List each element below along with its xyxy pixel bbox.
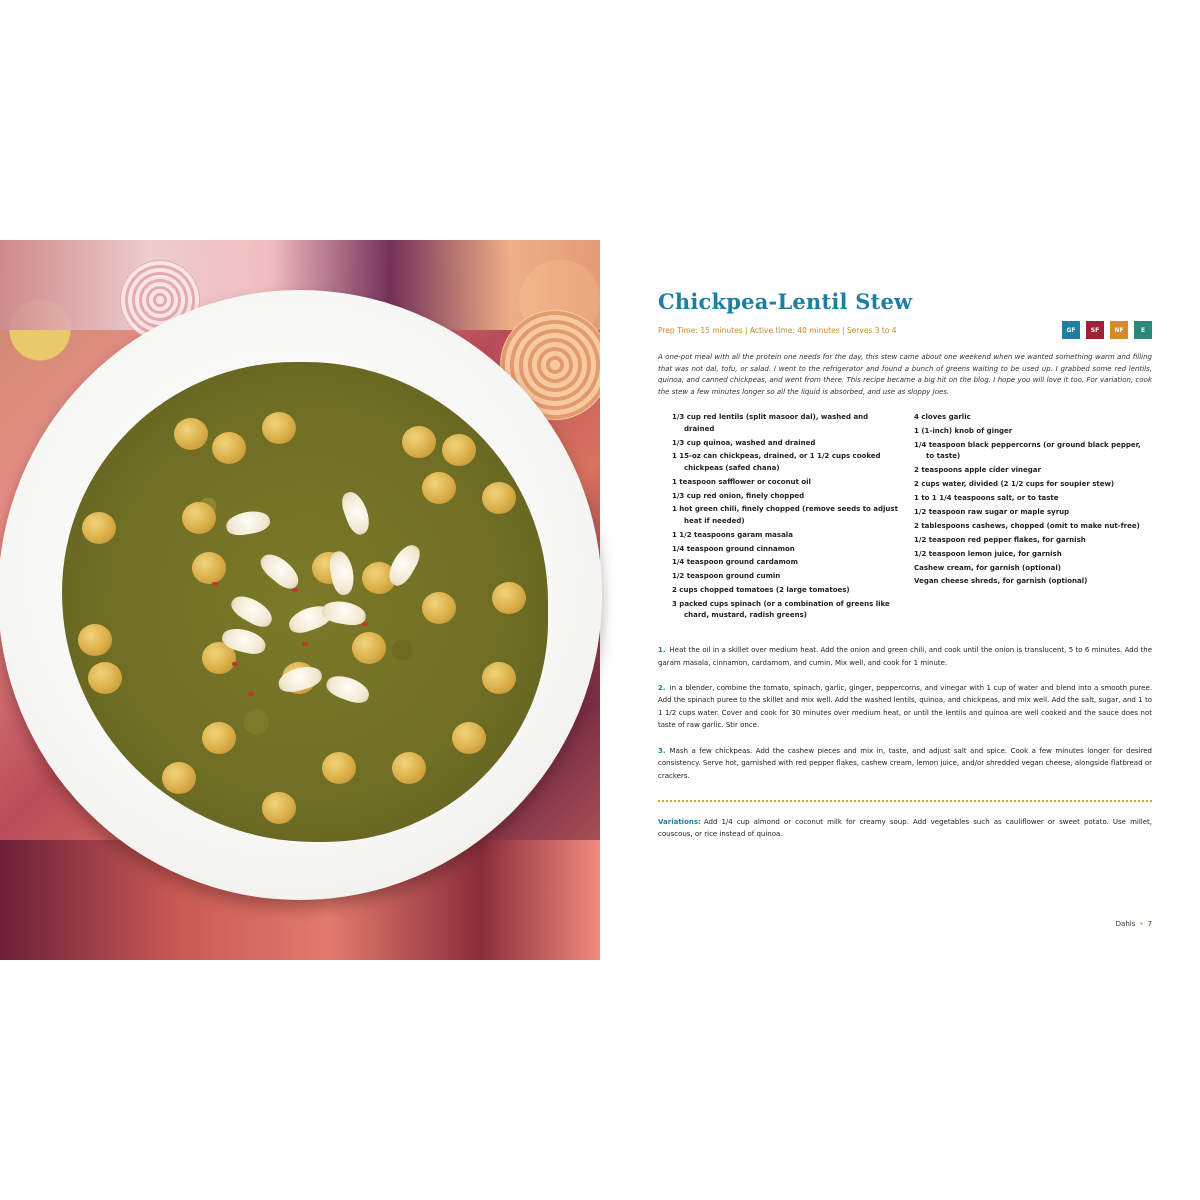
ingredient-item: 1/2 teaspoon ground cumin bbox=[672, 572, 781, 581]
ingredient-item: 1 15-oz can chickpeas, drained, or 1 1/2 cups cooked chickpeas (safed chana) bbox=[672, 452, 881, 472]
recipe-timing: Prep Time: 15 minutes | Active time: 40 minutes | Serves 3 to 4 bbox=[658, 326, 897, 335]
ingredients-left-column bbox=[658, 412, 900, 624]
ingredient-item: 2 teaspoons apple cider vinegar bbox=[914, 466, 1041, 475]
ingredient-item: 1/2 teaspoon red pepper flakes, for garnish bbox=[914, 535, 1086, 544]
method-step bbox=[658, 745, 1152, 782]
ingredient-item: 1/3 cup quinoa, washed and drained bbox=[672, 438, 816, 447]
badge-gluten-free: GF bbox=[1062, 321, 1080, 339]
ingredient-item: 1/2 teaspoon lemon juice, for garnish bbox=[914, 549, 1062, 558]
ingredient-item: 2 cups chopped tomatoes (2 large tomatoes) bbox=[672, 586, 850, 595]
variations-text: Add 1/4 cup almond or coconut milk for creamy soup. Add vegetables such as cauliflower or sweet potato. Use millet, couscous, or rice instead of quinoa. bbox=[658, 817, 1152, 839]
badge-easy: E bbox=[1134, 321, 1152, 339]
ingredient-item: 4 cloves garlic bbox=[914, 413, 971, 422]
ingredient-item: 1 to 1 1/4 teaspoons salt, or to taste bbox=[914, 494, 1059, 503]
ingredient-item: 1/2 teaspoon raw sugar or maple syrup bbox=[914, 508, 1070, 517]
page-footer bbox=[1060, 920, 1152, 928]
method-step bbox=[658, 682, 1152, 732]
section-name: Dahls bbox=[1115, 920, 1136, 928]
method-step bbox=[658, 644, 1152, 669]
badge-soy-free: SF bbox=[1086, 321, 1104, 339]
ingredient-item: 2 tablespoons cashews, chopped (omit to make nut-free) bbox=[914, 521, 1140, 530]
badge-nut-free: NF bbox=[1110, 321, 1128, 339]
ingredients-right-column bbox=[914, 412, 1152, 624]
dotted-divider bbox=[658, 800, 1152, 802]
step-text: Mash a few chickpeas. Add the cashew pieces and mix in, taste, and adjust salt and spice. Cook a few minutes longer for desired consistency. Serve hot, garnished with red pepper flakes, cashew cream, lemon juice, and/or shredded vegan cheese, alongside flatbread or crackers. bbox=[658, 746, 1152, 780]
ingredient-item: 2 cups water, divided (2 1/2 cups for soupier stew) bbox=[914, 480, 1115, 489]
variations-note bbox=[658, 816, 1152, 841]
ingredient-item: Vegan cheese shreds, for garnish (optional) bbox=[914, 577, 1088, 586]
recipe-page bbox=[658, 288, 1152, 841]
step-number: 1. bbox=[658, 646, 666, 655]
recipe-title: Chickpea-Lentil Stew bbox=[658, 289, 913, 314]
ingredient-item: 1/3 cup red lentils (split masoor dal), washed and drained bbox=[672, 413, 869, 433]
method-steps bbox=[658, 644, 1152, 782]
step-text: In a blender, combine the tomato, spinach, garlic, ginger, peppercorns, and vinegar with 1 cup of water and blend into a smooth puree. Add the spinach puree to the skillet and mix well. Add the washed lentils, quinoa, and chickpeas, and mix well. Add the salt, sugar, and 1 to 1 1/2 cups water. Cover and cook for 30 minutes over medium heat, or until the lentils and quinoa are well cooked and the sauce does not taste of raw garlic. Stir once. bbox=[658, 684, 1152, 730]
ingredients bbox=[658, 412, 1152, 624]
recipe-intro: A one-pot meal with all the protein one needs for the day, this stew came about one weekend when we wanted something warm and filling that was not dal, tofu, or salad. I went to the refrigerator and found a bunch of greens waiting to be used up. I grabbed some red lentils, quinoa, and canned chickpeas, and went from there. This recipe became a big hit on the blog. I hope you will love it too. For variation, cook the stew a few minutes longer so all the liquid is absorbed, and use as sloppy Joes. bbox=[658, 353, 1152, 396]
ingredient-item: 1 1/2 teaspoons garam masala bbox=[672, 530, 793, 539]
recipe-meta-row bbox=[658, 320, 1152, 342]
ingredient-item: 1 hot green chili, finely chopped (remove seeds to adjust heat if needed) bbox=[672, 505, 898, 525]
step-number: 3. bbox=[658, 746, 666, 755]
ingredient-item: 3 packed cups spinach (or a combination of greens like chard, mustard, radish greens) bbox=[672, 600, 890, 620]
ingredient-item: 1/4 teaspoon ground cardamom bbox=[672, 558, 798, 567]
ingredient-item: 1 teaspoon safflower or coconut oil bbox=[672, 477, 811, 486]
step-text: Heat the oil in a skillet over medium heat. Add the onion and green chili, and cook until the onion is translucent, 5 to 6 minutes. Add the garam masala, cinnamon, cardamom, and cumin. Mix well, and cook for 1 minute. bbox=[658, 646, 1152, 667]
ingredient-item: 1/4 teaspoon black peppercorns (or ground black pepper, to taste) bbox=[914, 441, 1141, 461]
ingredient-item: 1/3 cup red onion, finely chopped bbox=[672, 491, 805, 500]
ingredient-item: 1 (1-inch) knob of ginger bbox=[914, 427, 1013, 436]
diet-badges bbox=[1062, 321, 1152, 339]
variations-label: Variations: bbox=[658, 817, 701, 826]
footer-separator: • bbox=[1139, 920, 1144, 928]
ingredient-item: 1/4 teaspoon ground cinnamon bbox=[672, 544, 795, 553]
step-number: 2. bbox=[658, 684, 666, 693]
ingredient-item: Cashew cream, for garnish (optional) bbox=[914, 563, 1061, 572]
page-number: 7 bbox=[1147, 920, 1152, 928]
